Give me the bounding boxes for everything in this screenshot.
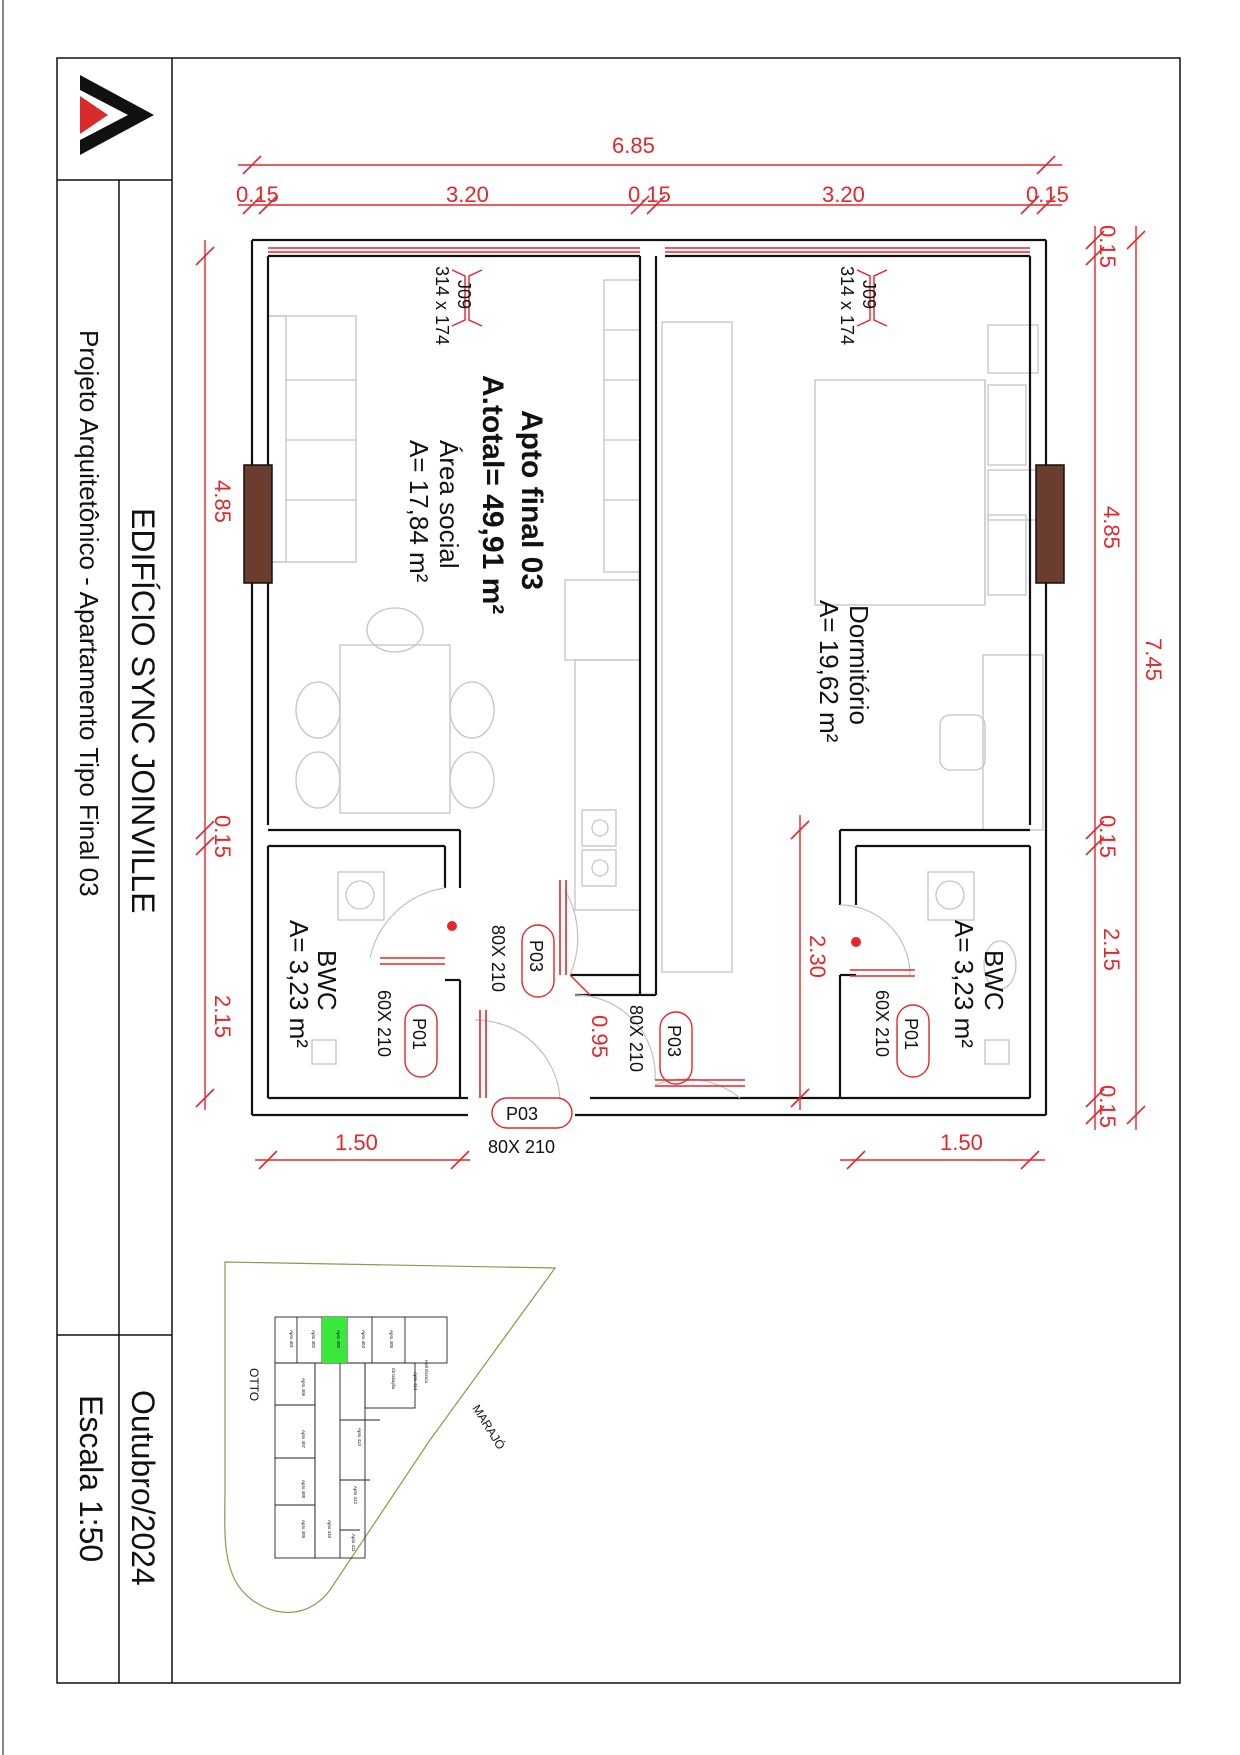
room-name-bath-left: BWC (312, 950, 342, 1011)
dimension-lines (196, 156, 1145, 1169)
dim-left-partition: 0.15 (210, 815, 235, 858)
triangle-logo-icon (80, 75, 154, 155)
window-tag-right-label: J09 (859, 280, 879, 310)
room-area-social: A= 17,84 m² (404, 440, 434, 583)
site-unit-label: Apto 405 (389, 1330, 394, 1349)
door-tag-p01-left-size: 60X 210 (374, 990, 394, 1058)
room-name-social: Área social (434, 440, 464, 569)
walls (252, 240, 1046, 1115)
window-tag-left-label: J09 (454, 280, 474, 310)
site-unit-label: Apto 413 (357, 1428, 362, 1447)
door-tag-p03-entry-label: P03 (506, 1104, 539, 1124)
site-unit-label: Apto 403 (336, 1330, 341, 1349)
window-tag-right-size: 314 x 174 (837, 266, 857, 346)
room-area-bath-right: A= 3,23 m² (949, 920, 979, 1048)
dim-left-bath: 2.15 (210, 995, 235, 1038)
site-plan-highlight-unit (322, 1317, 347, 1363)
door-tag-p01-right (872, 990, 929, 1077)
site-unit-label: Apto 404 (361, 1330, 366, 1349)
door-tag-p03-a (488, 925, 554, 997)
dim-right-bath: 2.15 (1099, 928, 1124, 971)
site-unit-label: Apto 402 (311, 1330, 316, 1349)
room-name-bedroom: Dormitório (844, 605, 874, 725)
door-markers (447, 921, 861, 947)
dim-mid-wall: 0.15 (628, 182, 671, 207)
dim-overall-width: 6.85 (612, 133, 655, 158)
site-unit-label: Apto 411 (351, 1534, 356, 1552)
wood-panels (244, 465, 1064, 583)
dim-right-partition: 0.15 (1095, 815, 1120, 858)
site-unit-label: Apto 401 (289, 1330, 294, 1349)
site-unit-label: Apto 406 (301, 1378, 306, 1397)
dim-left-span: 3.20 (446, 182, 489, 207)
dim-hall-width: 0.95 (587, 1015, 612, 1058)
site-unit-label: Apto 410 (327, 1520, 332, 1539)
dim-hall-depth: 2.30 (805, 935, 830, 978)
room-area-bath-left: A= 3,23 m² (284, 920, 314, 1048)
drawing-date: Outubro/2024 (125, 1390, 161, 1586)
door-tag-p01-left-label: P01 (409, 1018, 429, 1051)
door-tag-p03-entry-size: 80X 210 (488, 1137, 556, 1157)
street-label-otto: OTTO (247, 1368, 261, 1402)
window-tag-left-size: 314 x 174 (432, 266, 452, 346)
room-area-bedroom: A= 19,62 m² (814, 600, 844, 743)
door-tag-p03-b-label: P03 (664, 1025, 684, 1058)
door-tag-p01-right-size: 60X 210 (872, 990, 892, 1058)
dim-right-main: 4.85 (1099, 506, 1124, 549)
dim-left-wall: 0.15 (236, 182, 279, 207)
window-tag-right (837, 266, 887, 345)
dim-bath-width-left: 1.50 (335, 1130, 378, 1155)
dim-right-wall: 0.15 (1026, 182, 1069, 207)
sheet-frame (3, 0, 1180, 1755)
site-unit-label: Apto 409 (301, 1520, 306, 1539)
apartment-name: Apto final 03 (515, 410, 548, 591)
door-tag-p03-b-size: 80X 210 (626, 1005, 646, 1073)
dim-right-span: 3.20 (822, 182, 865, 207)
door-tag-p03-entry (488, 1098, 572, 1157)
room-name-bath-right: BWC (979, 950, 1009, 1011)
apartment-total-area: A.total= 49,91 m² (476, 375, 509, 615)
building-title: EDIFÍCIO SYNC JOINVILLE (125, 508, 161, 914)
street-label-marajo: MARAJÓ (469, 1402, 508, 1453)
site-plan (225, 1262, 555, 1612)
site-unit-label: Hall técnico (424, 1360, 429, 1384)
site-unit-label: Apto 412 (353, 1486, 358, 1505)
site-unit-label: Apto 414 (413, 1372, 418, 1391)
project-subtitle: Projeto Arquitetônico - Apartamento Tipo Final 03 (74, 330, 104, 897)
door-tag-p03-b (626, 1005, 692, 1084)
dim-right-top: 0.15 (1095, 225, 1120, 268)
drawing-scale: Escala 1:50 (73, 1395, 109, 1563)
door-tag-p03-a-size: 80X 210 (488, 925, 508, 993)
dim-right-bottom: 0.15 (1095, 1085, 1120, 1128)
dimension-labels (210, 133, 1166, 1155)
dim-left-main: 4.85 (210, 480, 235, 523)
site-unit-label: Apto 407 (301, 1430, 306, 1449)
door-tag-p01-left (374, 990, 437, 1077)
dim-overall-depth: 7.45 (1141, 638, 1166, 681)
site-unit-label: Circulação (391, 1368, 396, 1390)
site-unit-label: Apto 408 (301, 1480, 306, 1499)
windows (268, 248, 1030, 252)
door-tag-p03-a-label: P03 (526, 940, 546, 973)
door-tag-p01-right-label: P01 (901, 1018, 921, 1051)
dim-bath-width-right: 1.50 (940, 1130, 983, 1155)
window-tag-left (432, 266, 482, 345)
